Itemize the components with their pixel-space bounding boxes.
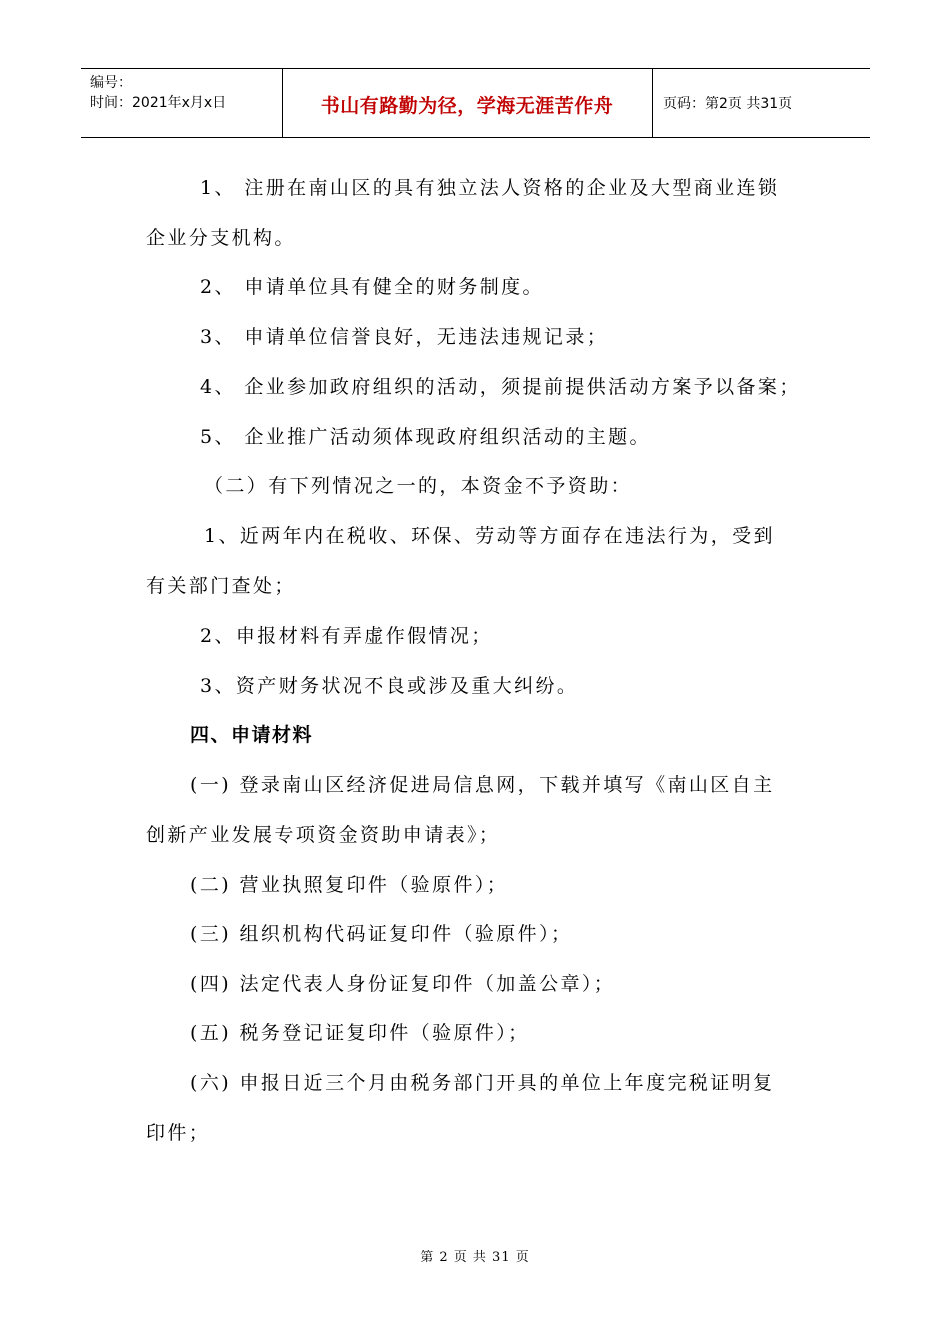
header-divider xyxy=(652,69,653,137)
number-label: 编号： xyxy=(90,75,132,91)
time-label: 时间：2021年x月x日 xyxy=(90,95,227,111)
body-line: 1、近两年内在税收、环保、劳动等方面存在违法行为，受到 xyxy=(204,525,775,547)
section-subheading: （二）有下列情况之一的，本资金不予资助： xyxy=(204,475,633,497)
body-line: 1、 注册在南山区的具有独立法人资格的企业及大型商业连锁 xyxy=(200,177,780,199)
body-line: 3、 申请单位信誉良好，无违法违规记录； xyxy=(200,326,609,348)
body-line: 企业分支机构。 xyxy=(146,227,296,249)
body-line: 2、 申请单位具有健全的财务制度。 xyxy=(200,276,544,298)
body-line: 4、 企业参加政府组织的活动，须提前提供活动方案予以备案； xyxy=(200,376,801,398)
section-heading: 四、申请材料 xyxy=(190,724,314,746)
body-line: (三) 组织机构代码证复印件（验原件）； xyxy=(190,923,573,945)
body-line: (四) 法定代表人身份证复印件（加盖公章）； xyxy=(190,973,616,995)
body-line: 5、 企业推广活动须体现政府组织活动的主题。 xyxy=(200,426,651,448)
header-page-info: 页码：第2页 共31页 xyxy=(663,96,793,112)
body-line: (二) 营业执照复印件（验原件）； xyxy=(190,874,509,896)
body-line: (五) 税务登记证复印件（验原件）； xyxy=(190,1022,530,1044)
page-footer: 第 2 页 共 31 页 xyxy=(420,1250,530,1265)
body-line: 2、申报材料有弄虚作假情况； xyxy=(200,625,493,647)
body-line: (六) 申报日近三个月由税务部门开具的单位上年度完税证明复 xyxy=(190,1072,775,1094)
document-header xyxy=(81,68,870,138)
body-line: 有关部门查处； xyxy=(146,575,296,597)
body-line: 印件； xyxy=(146,1122,211,1144)
header-meta xyxy=(90,73,226,113)
body-line: (一) 登录南山区经济促进局信息网，下载并填写《南山区自主 xyxy=(190,774,775,796)
header-motto: 书山有路勤为径，学海无涯苦作舟 xyxy=(320,95,614,117)
body-line: 创新产业发展专项资金资助申请表》； xyxy=(146,824,501,846)
body-line: 3、资产财务状况不良或涉及重大纠纷。 xyxy=(200,675,579,697)
